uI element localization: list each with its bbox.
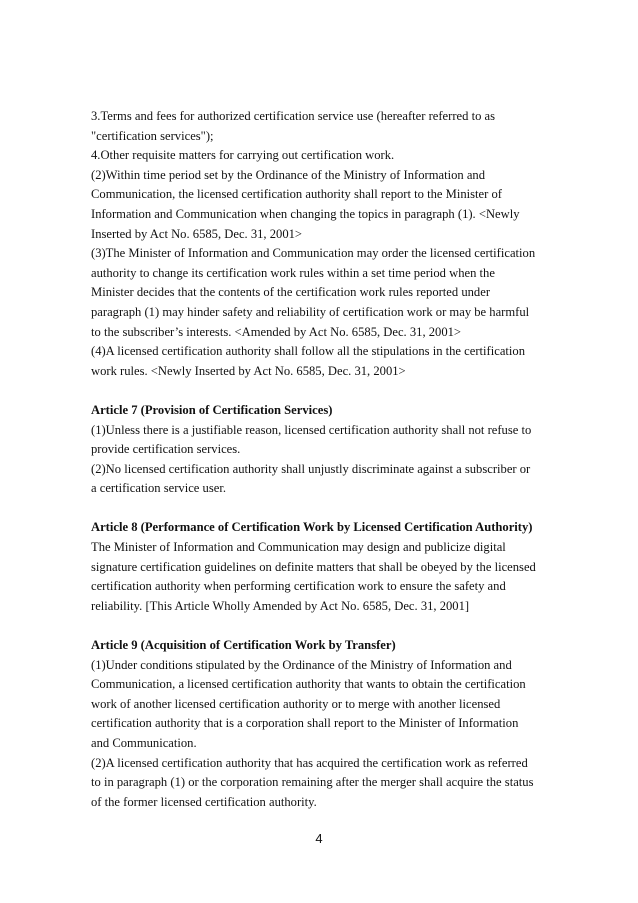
text-line: Minister decides that the contents of the certification work rules reported under <box>91 285 491 300</box>
text-line: signature certification guidelines on definite matters that shall be obeyed by the licensed <box>91 559 536 574</box>
text-line: certification authority that is a corporation shall report to the Minister of Information <box>91 716 519 731</box>
text-line: to in paragraph (1) or the corporation remaining after the merger shall acquire the status <box>91 775 534 790</box>
text-line: to the subscriber’s interests. <Amended by Act No. 6585, Dec. 31, 2001> <box>91 324 462 339</box>
text-line: (3)The Minister of Information and Communication may order the licensed certification <box>91 246 536 261</box>
text-line: Information and Communication when changing the topics in paragraph (1). <Newly <box>91 206 520 221</box>
text-line: (4)A licensed certification authority shall follow all the stipulations in the certification <box>91 344 526 359</box>
paragraph <box>91 538 561 616</box>
text-line: The Minister of Information and Communication may design and publicize digital <box>91 540 506 555</box>
page-number: 4 <box>315 831 323 846</box>
section-gap <box>91 499 561 519</box>
text-line: reliability. [This Article Wholly Amended by Act No. 6585, Dec. 31, 2001] <box>91 598 470 613</box>
page-body <box>91 107 561 812</box>
text-line: (2)Within time period set by the Ordinance of the Ministry of Information and <box>91 167 485 182</box>
text-line: (2)No licensed certification authority shall unjustly discriminate against a subscriber or <box>91 461 531 476</box>
article-heading: Article 9 (Acquisition of Certification Work by Transfer) <box>91 638 396 653</box>
text-line: Communication, the licensed certification authority shall report to the Minister of <box>91 187 502 202</box>
text-line: authority to change its certification work rules within a set time period when the <box>91 265 495 280</box>
section-gap <box>91 616 561 636</box>
paragraph <box>91 107 561 381</box>
text-line: (1)Unless there is a justifiable reason, licensed certification authority shall not refuse to <box>91 422 532 437</box>
text-line: and Communication. <box>91 736 197 750</box>
text-line: Inserted by Act No. 6585, Dec. 31, 2001> <box>91 226 303 241</box>
text-line: 4.Other requisite matters for carrying out certification work. <box>91 148 395 163</box>
text-line: work rules. <Newly Inserted by Act No. 6585, Dec. 31, 2001> <box>91 363 406 378</box>
article-heading: Article 8 (Performance of Certification Work by Licensed Certification Authority) <box>91 520 533 535</box>
text-line: (1)Under conditions stipulated by the Ordinance of the Ministry of Information and <box>91 657 512 672</box>
text-line: of the former licensed certification authority. <box>91 794 317 809</box>
text-line: Communication, a licensed certification authority that wants to obtain the certification <box>91 677 526 692</box>
article-heading: Article 7 (Provision of Certification Services) <box>91 402 333 417</box>
text-line: certification authority when performing certification work to ensure the safety and <box>91 579 506 594</box>
text-line: provide certification services. <box>91 442 241 457</box>
text-line: (2)A licensed certification authority that has acquired the certification work as referred <box>91 755 528 770</box>
paragraph <box>91 421 561 499</box>
section-gap <box>91 381 561 401</box>
text-line: 3.Terms and fees for authorized certification service use (hereafter referred to as <box>91 109 496 123</box>
text-line: work of another licensed certification authority or to merge with another licensed <box>91 696 501 711</box>
paragraph <box>91 656 561 813</box>
text-line: "certification services"); <box>91 128 214 143</box>
text-line: a certification service user. <box>91 481 226 496</box>
text-line: paragraph (1) may hinder safety and reliability of certification work or may be harmful <box>91 304 530 319</box>
